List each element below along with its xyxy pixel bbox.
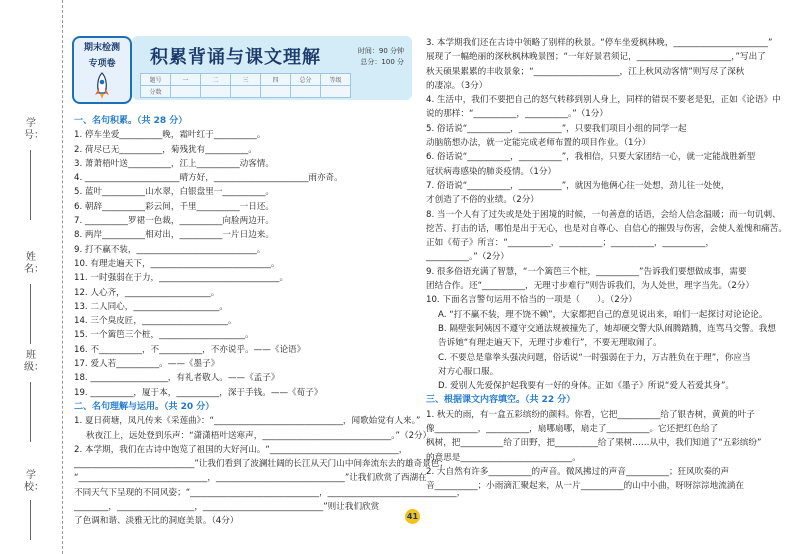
section-heading: 三、根据课文内容填空。（共 22 分） [426,395,576,406]
question-line: 1. 停车坐爱__________晚，霜叶红于__________。 [74,130,266,141]
question-line: 11. 一时强弱在于力，____________________________。 [74,273,289,284]
score-cell[interactable] [231,86,261,98]
question-line: 14. 三个臭皮匠，____________________。 [74,316,237,327]
question-line: 音__________；小雨滴汇聚起来，从一片__________的山中小曲，呀呀淙淙地流淌在 [426,481,744,492]
question-line: 8. 两岸__________相对出，__________一片日边来。 [74,230,274,241]
question-line: 12. 人心齐，____________________。 [74,287,220,298]
question-line: D. 爱别人先爱保护起我要有一好的身体。正如《墨子》所说“爱人若爱其身”。 [438,381,734,392]
question-line: 17. 爱人若__________。——《墨子》 [74,359,220,370]
page-number: 41 [405,509,420,524]
section-heading: 二、名句理解与运用。（共 20 分） [74,401,215,412]
page-title: 积累背诵与课文理解 [150,47,321,68]
school-line [30,500,31,540]
question-line: ________，__________________，____________________________”则让我们欣赏 [74,502,380,513]
question-line: 10. 有理走遍天下，____________________________。 [74,258,280,269]
name-line [30,284,31,344]
question-line: 对方心服口服。 [438,366,499,377]
question-line: 秋天硕果累累的丰收景象；“____________________，江上秋风动客情”则写尽了深秋 [426,66,745,77]
score-head-cell: 二 [201,74,231,86]
question-line: 19. __________，厦于本，__________，深于手钱。——《荀子》 [74,387,323,398]
question-line: 不同天气下呈现的不同风姿；“______________________________，______________________________， [74,487,466,498]
exam-header [72,36,412,102]
question-line: 动脑筋想办法，就一定能完成老师布置的项目作业。（1分） [426,138,651,149]
question-line: 了色调和谐、淡雅无比的洞庭美景。（4分） [74,516,239,527]
question-line: 才创造了不俗的业绩。（2分） [426,195,539,206]
question-line: 1. 夏日荷塘，凤凡传来《采莲曲》：“______________________________，闻歌始觉有人来。” [74,416,421,427]
question-line: 挖苦、打击的话，哪怕是出于无心，也是对自尊心、自信心的摧毁与伤害，会使人羞愧和痛苦。 [426,223,787,234]
score-table [140,73,351,98]
score-row-label: 分数 [141,86,171,98]
left-column [74,114,466,529]
question-line: 18. __________________，有礼者敬人。——《孟子》 [74,373,280,384]
question-line: 7. 俗语说“__________，__________”，就因为他俩心往一处想，劲儿往一处使， [426,180,730,191]
student-id-line [30,150,31,220]
question-line: 展现了一幅绝丽的深秋枫林晚景图；“一年好景君须记，______________________，”写出了 [426,52,766,63]
question-line: 正如《荀子》所言：“__________，__________；__________，__________， [426,238,715,249]
question-line: 团结合作。还“__________，无理寸步难行”则告诉我们，为人处世，理字当先。（2分） [426,281,755,292]
question-line: 4. ______________________晴方好，______________________雨亦奇。 [74,173,343,184]
question-line: 2. 荷尽已无__________，菊残犹有__________。 [74,144,257,155]
question-line: 2. 本学期，我们在古诗中饱览了祖国的大好河山。“______________________________， [74,444,408,455]
question-line: 7. __________罗裙一色裁，__________向脸两边开。 [74,216,274,227]
question-line: 的凄凉。（3分） [426,80,488,91]
question-line: 3. 萧萧梧叶送__________，江上__________动客情。 [74,158,274,169]
question-line: 8. 当一个人有了过失或是处于困境的时候，一句善意的话语，会给人信念温暖；而一句讥刺、 [426,209,781,220]
question-line: 5. 蓝叶__________山水翠，白银盘里一__________。 [74,187,274,198]
right-column [426,36,787,494]
badge-line-2: 专项卷 [88,59,116,69]
question-line: 16. 不__________，不__________，不亦说乎。——《论语》 [74,344,306,355]
question-line: 的意思是__________________________。 [426,452,581,463]
question-line: 1. 秋天的雨，有一盒五彩缤纷的颜料。你看，它把__________给了银杏树，黄黄的叶子 [426,409,755,420]
score-cell[interactable] [171,86,201,98]
score-cell[interactable] [321,86,351,98]
question-line: __________。”（2分） [426,252,509,263]
score-head-cell: 四 [261,74,291,86]
question-line: 4. 生活中，我们不要把自己的怒气转移到别人身上，同样的错误不要老是犯，正如《论语》中 [426,95,781,106]
exam-time: 时间：90 分钟 [357,47,404,55]
question-line: C. 不要总是靠拳头强决问题，俗话说“一时强弱在于力，万古胜负在于理”，你应当 [438,352,751,363]
question-line: 2. 大自然有许多__________的声音。微风拂过的声音__________；狂风吹奏的声 [426,466,730,477]
class-label: 班级： [24,350,44,373]
title-panel [132,36,412,100]
question-line: 9. 很多俗语充满了智慧，“一个篱笆三个桩，__________”告诉我们要想做成事，需要 [426,266,747,277]
question-line: 3. 本学期我们还在古诗中领略了别样的秋景。“停车坐爱枫林晚，______________________” [426,38,773,48]
badge-line-1: 期末检测 [83,43,120,53]
question-line: 13. 二人同心，____________________。 [74,301,228,312]
question-line: 冠状病毒感染的肺炎疫情。（1分） [426,166,557,177]
question-line: B. 隔壁张阿姨因不遵守交通法规被撞先了，她却硬交警大队闹腾踏腾，连骂马交警。我想 [438,323,776,334]
question-line: 5. 俗话说“__________，__________”，只要我们项目小组的同学一起 [426,123,687,134]
score-cell[interactable] [261,86,291,98]
question-line: 枫树，把__________给了田野，把__________给了果树……从中，我们知道了“五彩缤纷” [426,438,762,449]
question-line: 15. 一个篱笆三个桩，____________________。 [74,330,254,341]
question-line: A. “打不赢不装，理不饶不赖”，大家都把自己的意见说出来，咱们一起探讨对论论论。 [438,309,768,320]
section-heading: 一、名句积累。（共 28 分） [74,116,188,126]
rocket-icon [92,72,112,100]
score-head-cell: 一 [171,74,201,86]
school-label: 学校： [24,470,44,493]
question-line: 秋夜江上，远处登到乐声：“潇潇梧叶送寒声，______________________________。”（2分） [86,430,432,441]
question-line: 10. 下面名言警句运用不恰当的一项是（ ）。（2分） [426,295,637,306]
score-head-cell: 总分 [291,74,321,86]
question-line: 告诉她“有理走遍天下，无理寸步难行”，不要无理取闹了。 [438,338,662,349]
question-line: 6. 朝辞__________彩云间，千里__________一日还。 [74,201,274,212]
class-line [30,382,31,442]
question-line: 说的那样：“__________，__________。”（1分） [426,109,608,120]
score-cell[interactable] [201,86,231,98]
score-head-cell: 等级 [321,74,351,86]
binding-margin [0,0,63,554]
question-line: 6. 俗话说“__________，__________”，我相信，只要大家团结一心，就一定能战胜新型 [426,152,756,163]
score-head-cell: 题号 [141,74,171,86]
score-cell[interactable] [291,86,321,98]
question-line: 像__________，__________，扇哪扇哪，扇走了__________。它还把红色给了 [426,424,719,435]
exam-type-badge [72,36,132,104]
question-line: 9. 打不赢不装，____________________________。 [74,244,266,255]
question-line: “______________________________，______________________________”让我们欣赏了西湖在 [74,473,427,484]
question-line: ____________________________”让我们看到了波澜壮阔的长江从天门山中间奔流东去的雄奇景色； [74,459,448,470]
student-id-label: 学号： [24,118,44,141]
score-head-cell: 三 [231,74,261,86]
exam-total: 总分：100 分 [360,58,404,66]
name-label: 姓名： [24,252,44,275]
